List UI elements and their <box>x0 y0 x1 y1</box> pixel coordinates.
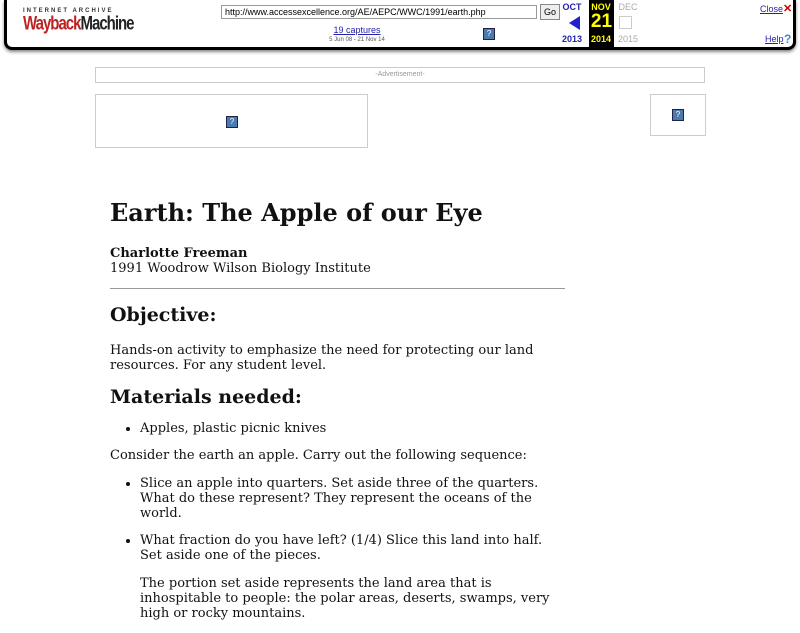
month-current: NOV <box>591 2 611 12</box>
url-input[interactable]: http://www.accessexcellence.org/AE/AEPC/WWC/1991/earth.php <box>221 5 537 19</box>
list-item: • What fraction do you have left? (1/4) Slice this land into half. Set aside one of the pieces. The portion set aside represents the land area that is inhospitable to people: the polar areas, deserts, swamps, very high or rocky mountains. <box>140 533 565 621</box>
broken-image-icon: ? <box>672 109 684 121</box>
broken-image-icon: ? <box>226 116 238 128</box>
wayback-logo[interactable]: WaybackMachine <box>23 12 134 35</box>
advertisement-banner: -Advertisement- <box>95 67 705 83</box>
article <box>110 198 565 633</box>
ad-box-right[interactable] <box>650 94 706 136</box>
objective-heading: Objective: <box>110 304 217 326</box>
close-icon[interactable]: ✕ <box>783 3 793 15</box>
month-prev[interactable]: OCT <box>562 2 582 12</box>
logo-caption: INTERNET ARCHIVE <box>23 8 114 14</box>
wayback-toolbar <box>4 0 796 50</box>
list-item: • Slice an apple into quarters. Set aside three of the quarters. What do these represent? They represent the oceans of the world. <box>140 476 565 521</box>
affiliation: 1991 Woodrow Wilson Biology Institute <box>110 261 371 276</box>
year-prev[interactable]: 2013 <box>561 34 583 44</box>
next-placeholder <box>619 16 632 29</box>
prev-arrow-icon[interactable] <box>569 16 580 30</box>
step-note: The portion set aside represents the land area that is inhospitable to people: the polar areas, deserts, swamps, very high or rocky mountains. <box>140 576 550 621</box>
materials-heading: Materials needed: <box>110 386 302 408</box>
page-title: Earth: The Apple of our Eye <box>110 198 483 227</box>
list-item: • Apples, plastic picnic knives <box>140 421 565 436</box>
ad-box-left[interactable] <box>95 94 368 148</box>
broken-image-icon: ? <box>483 28 495 40</box>
intro-text: Consider the earth an apple. Carry out the following sequence: <box>110 448 527 463</box>
objective-text: Hands-on activity to emphasize the need for protecting our land resources. For any student level. <box>110 343 534 373</box>
month-next: DEC <box>618 2 638 12</box>
help-icon[interactable]: ? <box>784 32 792 46</box>
captures-link[interactable]: 19 captures <box>333 25 381 35</box>
day: 21 <box>590 11 613 32</box>
year-current: 2014 <box>590 34 612 44</box>
close-link[interactable]: Close <box>760 4 784 14</box>
capture-range: 5 Jun 08 - 21 Nov 14 <box>329 37 385 43</box>
go-button[interactable]: Go <box>540 4 560 20</box>
year-next: 2015 <box>617 34 639 44</box>
divider <box>110 288 565 289</box>
author: Charlotte Freeman <box>110 246 248 261</box>
help-link[interactable]: Help <box>765 34 784 44</box>
